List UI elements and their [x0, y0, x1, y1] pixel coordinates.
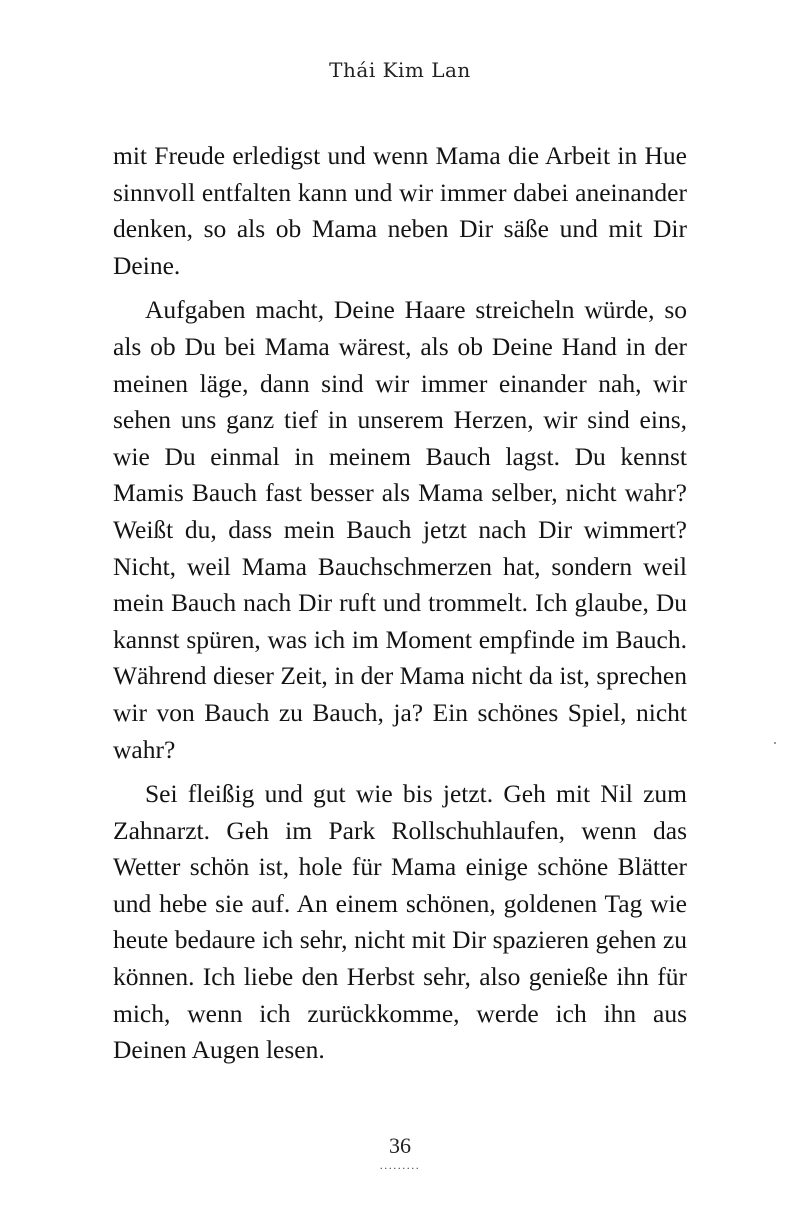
margin-speck: [774, 742, 776, 744]
page-number: 36: [389, 1133, 411, 1158]
paragraph-1: mit Freude erledigst und wenn Mama die Arbeit in Hue sinnvoll entfalten kann und wir immer dabei aneinander denken, so als ob Mama neben Dir säße und mit Dir Deine.: [113, 141, 687, 280]
page-number-ornament: .........: [379, 1158, 421, 1172]
body-text: [113, 138, 687, 1077]
paragraph-3: Sei fleißig und gut wie bis jetzt. Geh mit Nil zum Zahnarzt. Geh im Park Rollschuhlaufen, wenn das Wetter schön ist, hole für Mama einige schöne Blätter und hebe sie auf. An einem schönen, goldenen Tag wie heute bedaure ich sehr, nicht mit Dir spazieren gehen zu können. Ich liebe den Herbst sehr, also genieße ihn für mich, wenn ich zurückkomme, werde ich ihn aus Deinen Augen lesen.: [113, 779, 687, 1065]
paragraph-2: Aufgaben macht, Deine Haare streicheln würde, so als ob Du bei Mama wärest, als ob Deine Hand in der meinen läge, dann sind wir immer einander nah, wir sehen uns ganz tief in unserem Herzen, wir sind eins, wie Du einmal in meinem Bauch lagst. Du kennst Mamis Bauch fast besser als Mama selber, nicht wahr? Weißt du, dass mein Bauch jetzt nach Dir wimmert? Nicht, weil Mama Bauchschmerzen hat, sondern weil mein Bauch nach Dir ruft und trommelt. Ich glaube, Du kannst spüren, was ich im Moment empfinde im Bauch. Während dieser Zeit, in der Mama nicht da ist, sprechen wir von Bauch zu Bauch, ja? Ein schönes Spiel, nicht wahr?: [113, 295, 687, 764]
running-head-author: Thái Kim Lan: [329, 58, 471, 82]
